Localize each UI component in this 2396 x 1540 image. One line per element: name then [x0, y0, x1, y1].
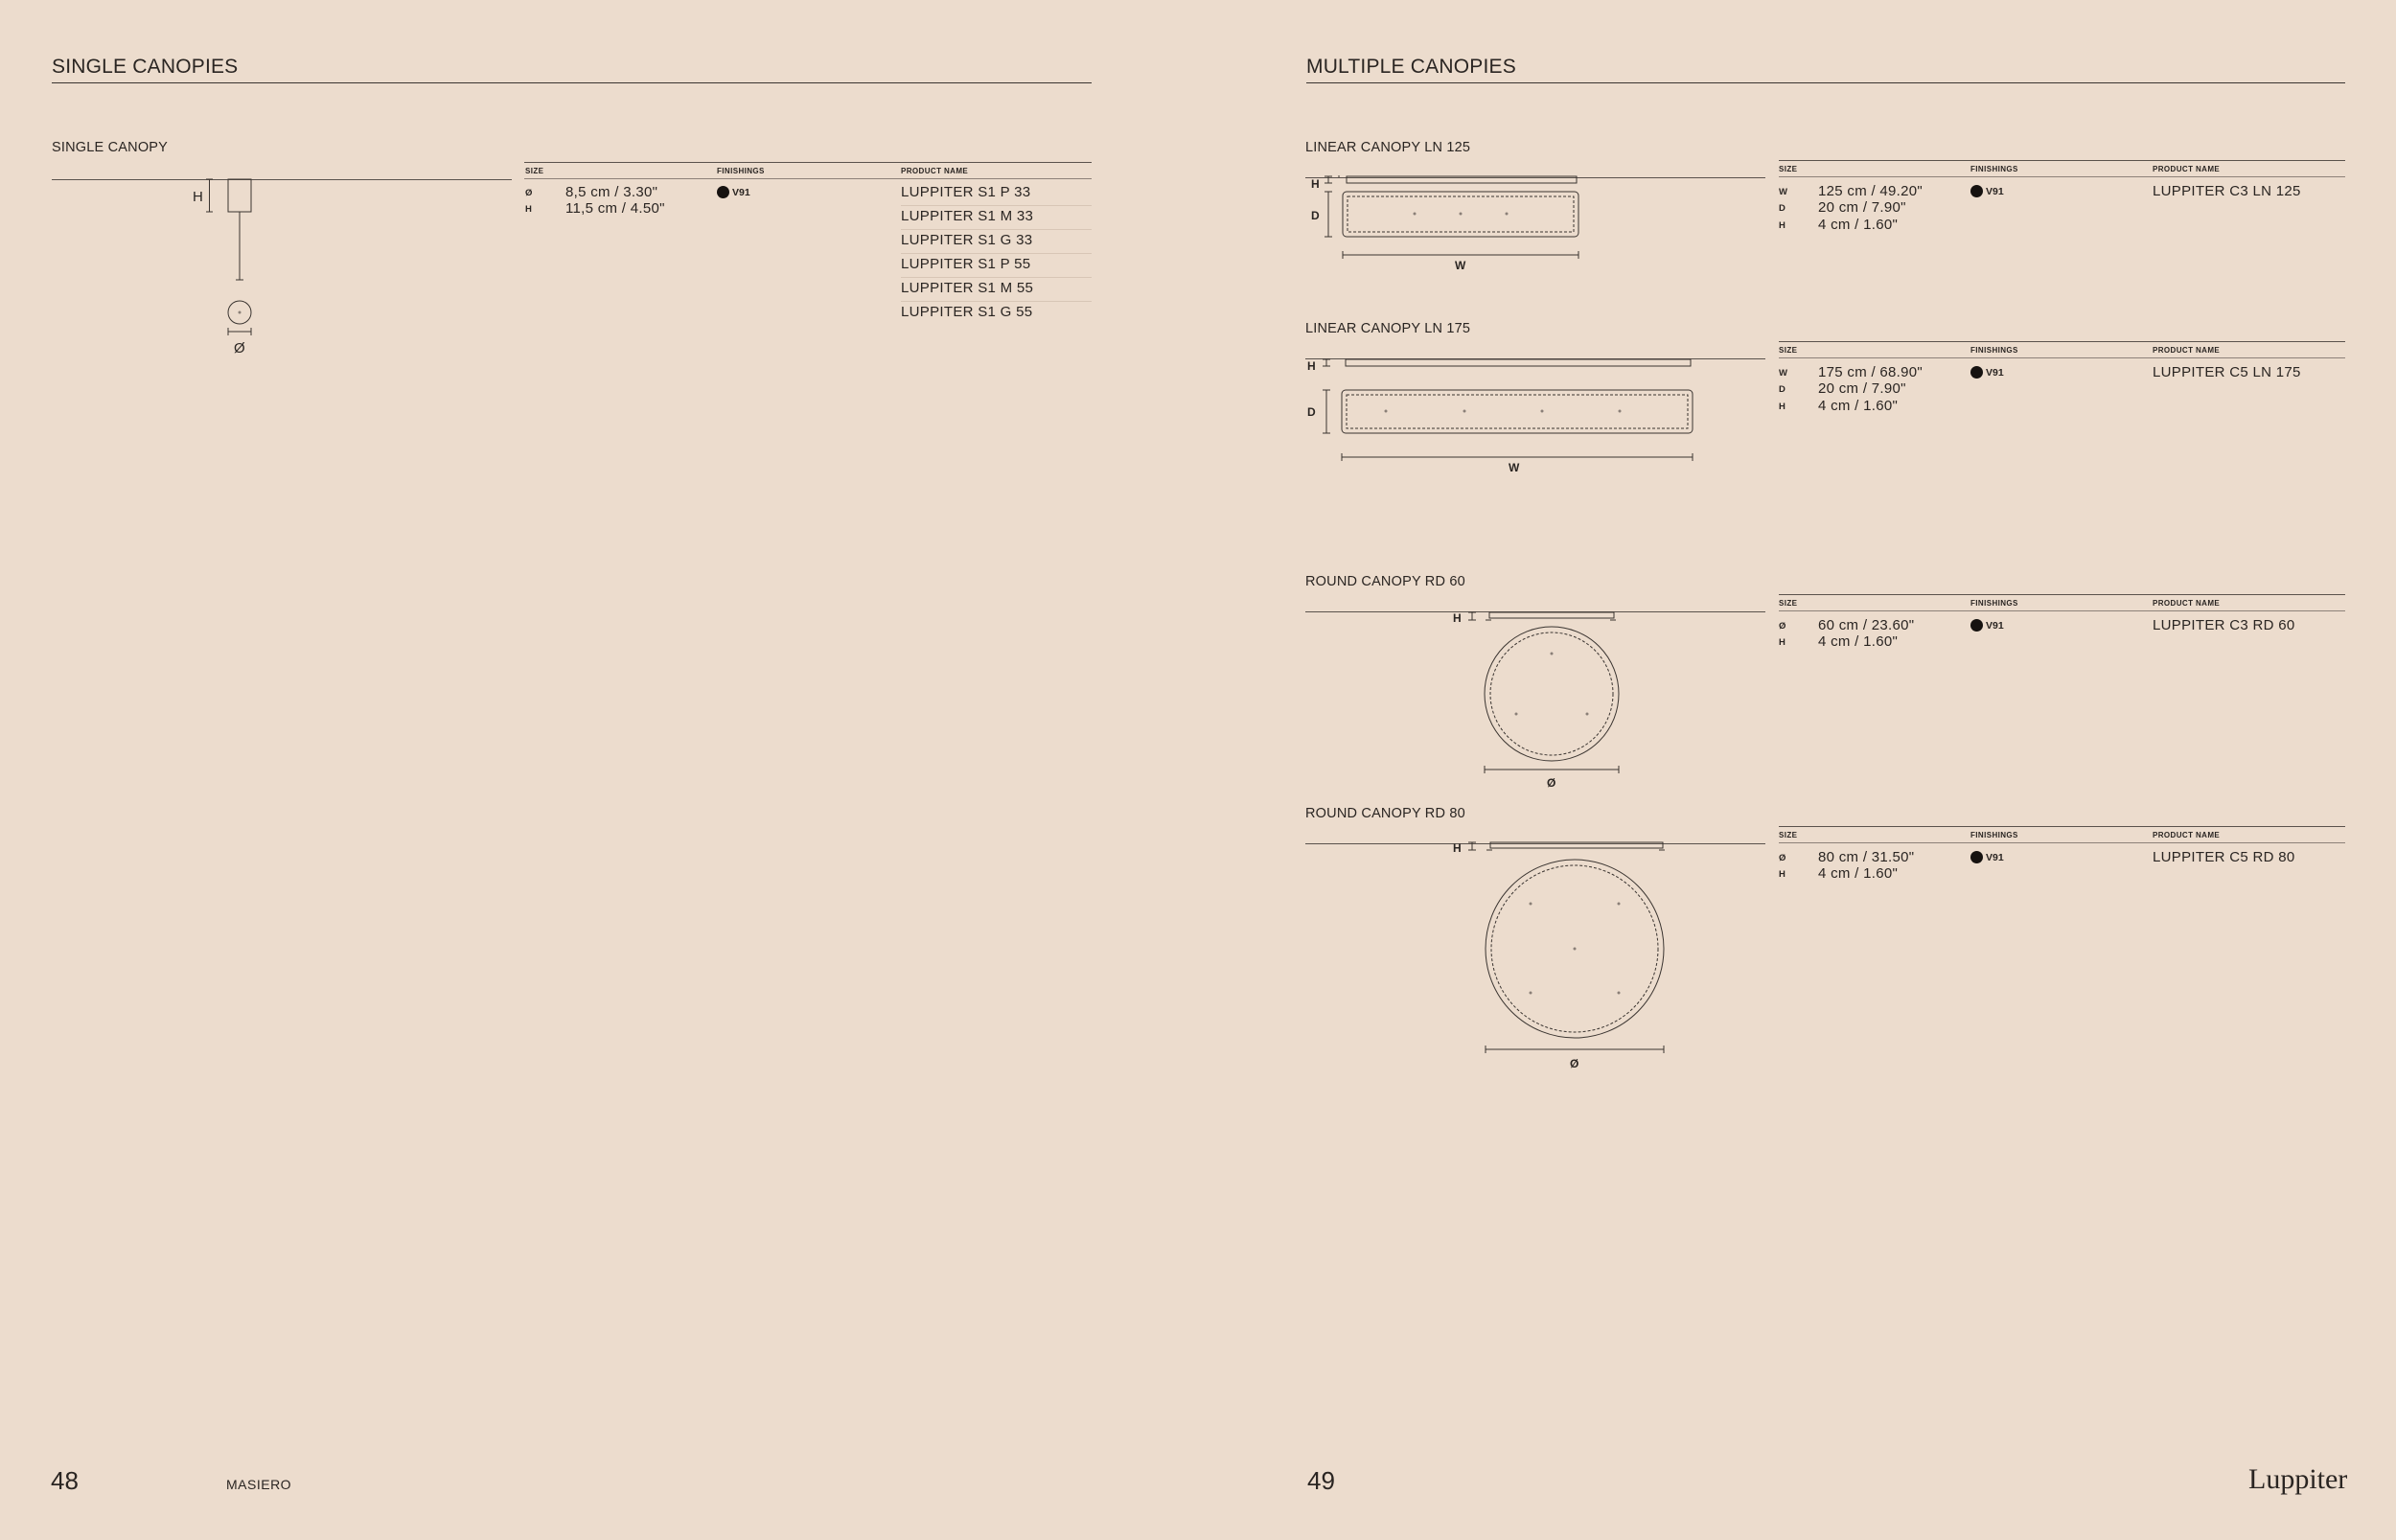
page-number: 48 — [51, 1466, 79, 1495]
product-name-header: PRODUCT NAME — [2153, 346, 2221, 355]
diameter-label: Ø — [1570, 1057, 1579, 1070]
section-rule — [1306, 82, 2345, 83]
black-swatch-icon — [1970, 851, 1983, 863]
table-rule — [1779, 826, 2345, 827]
size-letter: H — [1779, 402, 1785, 412]
table-header-rule — [524, 178, 1092, 179]
size-value: 60 cm / 23.60" — [1818, 617, 1915, 633]
product-name-header: PRODUCT NAME — [2153, 599, 2221, 608]
product-name: LUPPITER S1 P 55 — [901, 256, 1031, 272]
finishing-code: V91 — [1986, 185, 2004, 197]
size-value: 4 cm / 1.60" — [1818, 865, 1899, 882]
size-value: 20 cm / 7.90" — [1818, 199, 1906, 216]
product-name: LUPPITER C3 RD 60 — [2153, 617, 2295, 633]
size-header: SIZE — [1779, 346, 1798, 355]
size-value: 4 cm / 1.60" — [1818, 217, 1899, 233]
depth-label: D — [1307, 405, 1316, 419]
drawing-rule — [52, 179, 512, 180]
finishing-code: V91 — [1986, 619, 2004, 632]
size-value: 175 cm / 68.90" — [1818, 364, 1924, 380]
diameter-label: Ø — [234, 340, 245, 356]
product-name-header: PRODUCT NAME — [901, 167, 969, 175]
section-rule — [52, 82, 1092, 83]
size-letter: Ø — [525, 188, 533, 198]
diameter-label: Ø — [1547, 776, 1556, 790]
table-rule — [524, 162, 1092, 163]
row-divider — [901, 301, 1092, 302]
height-label: H — [1453, 841, 1462, 855]
width-label: W — [1509, 461, 1520, 474]
finishing-swatch — [1970, 851, 2004, 863]
block-title: LINEAR CANOPY LN 125 — [1305, 140, 1471, 155]
linear-canopy-125-drawing — [1303, 172, 1744, 278]
height-label: H — [1311, 177, 1320, 191]
table-header-rule — [1779, 610, 2345, 611]
size-letter: D — [1779, 203, 1785, 214]
table-rule — [1779, 594, 2345, 595]
product-name-header: PRODUCT NAME — [2153, 165, 2221, 173]
section-title: MULTIPLE CANOPIES — [1306, 56, 1516, 78]
linear-canopy-175-drawing — [1303, 355, 1763, 479]
size-value: 20 cm / 7.90" — [1818, 380, 1906, 397]
finishing-code: V91 — [1986, 851, 2004, 863]
black-swatch-icon — [1970, 366, 1983, 379]
product-name: LUPPITER C5 RD 80 — [2153, 849, 2295, 865]
block-title: ROUND CANOPY RD 80 — [1305, 806, 1465, 821]
right-page — [1198, 0, 2396, 1540]
size-value: 125 cm / 49.20" — [1818, 183, 1924, 199]
row-divider — [901, 205, 1092, 206]
size-letter: H — [525, 204, 532, 215]
size-letter: Ø — [1779, 621, 1786, 632]
size-header: SIZE — [525, 167, 544, 175]
size-letter: Ø — [1779, 853, 1786, 863]
size-letter: H — [1779, 637, 1785, 648]
finishing-code: V91 — [732, 186, 750, 198]
size-value: 11,5 cm / 4.50" — [565, 200, 665, 217]
block-title: ROUND CANOPY RD 60 — [1305, 574, 1465, 589]
finishing-swatch — [1970, 619, 2004, 632]
finishings-header: FINISHINGS — [1970, 599, 2018, 608]
round-canopy-80-drawing — [1438, 834, 1668, 1073]
block-title: LINEAR CANOPY LN 175 — [1305, 321, 1471, 336]
size-header: SIZE — [1779, 599, 1798, 608]
finishings-header: FINISHINGS — [1970, 831, 2018, 839]
table-header-rule — [1779, 842, 2345, 843]
size-value: 4 cm / 1.60" — [1818, 398, 1899, 414]
size-header: SIZE — [1779, 831, 1798, 839]
finishings-header: FINISHINGS — [1970, 346, 2018, 355]
size-letter: W — [1779, 187, 1787, 197]
size-letter: H — [1779, 869, 1785, 880]
product-name: LUPPITER S1 G 55 — [901, 304, 1033, 320]
black-swatch-icon — [1970, 185, 1983, 197]
size-value: 80 cm / 31.50" — [1818, 849, 1915, 865]
table-header-rule — [1779, 357, 2345, 358]
luppiter-logo: Luppiter — [2248, 1463, 2348, 1495]
product-name: LUPPITER C3 LN 125 — [2153, 183, 2301, 199]
height-label: H — [193, 189, 203, 205]
product-name: LUPPITER S1 M 33 — [901, 208, 1034, 224]
black-swatch-icon — [1970, 619, 1983, 632]
finishings-header: FINISHINGS — [717, 167, 765, 175]
finishing-swatch — [1970, 185, 2004, 197]
single-canopy-drawing — [182, 172, 278, 364]
product-name: LUPPITER S1 M 55 — [901, 280, 1034, 296]
width-label: W — [1455, 259, 1466, 272]
section-title: SINGLE CANOPIES — [52, 56, 239, 78]
finishing-code: V91 — [1986, 366, 2004, 379]
finishings-header: FINISHINGS — [1970, 165, 2018, 173]
row-divider — [901, 277, 1092, 278]
row-divider — [901, 253, 1092, 254]
size-header: SIZE — [1779, 165, 1798, 173]
round-canopy-60-drawing — [1438, 604, 1629, 795]
product-name: LUPPITER S1 P 33 — [901, 184, 1031, 200]
depth-label: D — [1311, 209, 1320, 222]
size-value: 8,5 cm / 3.30" — [565, 184, 658, 200]
finishing-swatch — [717, 186, 750, 198]
table-rule — [1779, 341, 2345, 342]
size-letter: D — [1779, 384, 1785, 395]
size-letter: H — [1779, 220, 1785, 231]
table-header-rule — [1779, 176, 2345, 177]
brand-name: MASIERO — [226, 1477, 292, 1492]
size-value: 4 cm / 1.60" — [1818, 633, 1899, 650]
page-number: 49 — [1307, 1466, 1335, 1495]
table-rule — [1779, 160, 2345, 161]
black-swatch-icon — [717, 186, 729, 198]
sub-title: SINGLE CANOPY — [52, 140, 169, 155]
product-name: LUPPITER C5 LN 175 — [2153, 364, 2301, 380]
row-divider — [901, 229, 1092, 230]
height-label: H — [1453, 611, 1462, 625]
height-label: H — [1307, 359, 1316, 373]
finishing-swatch — [1970, 366, 2004, 379]
size-letter: W — [1779, 368, 1787, 379]
product-name: LUPPITER S1 G 33 — [901, 232, 1033, 248]
product-name-header: PRODUCT NAME — [2153, 831, 2221, 839]
